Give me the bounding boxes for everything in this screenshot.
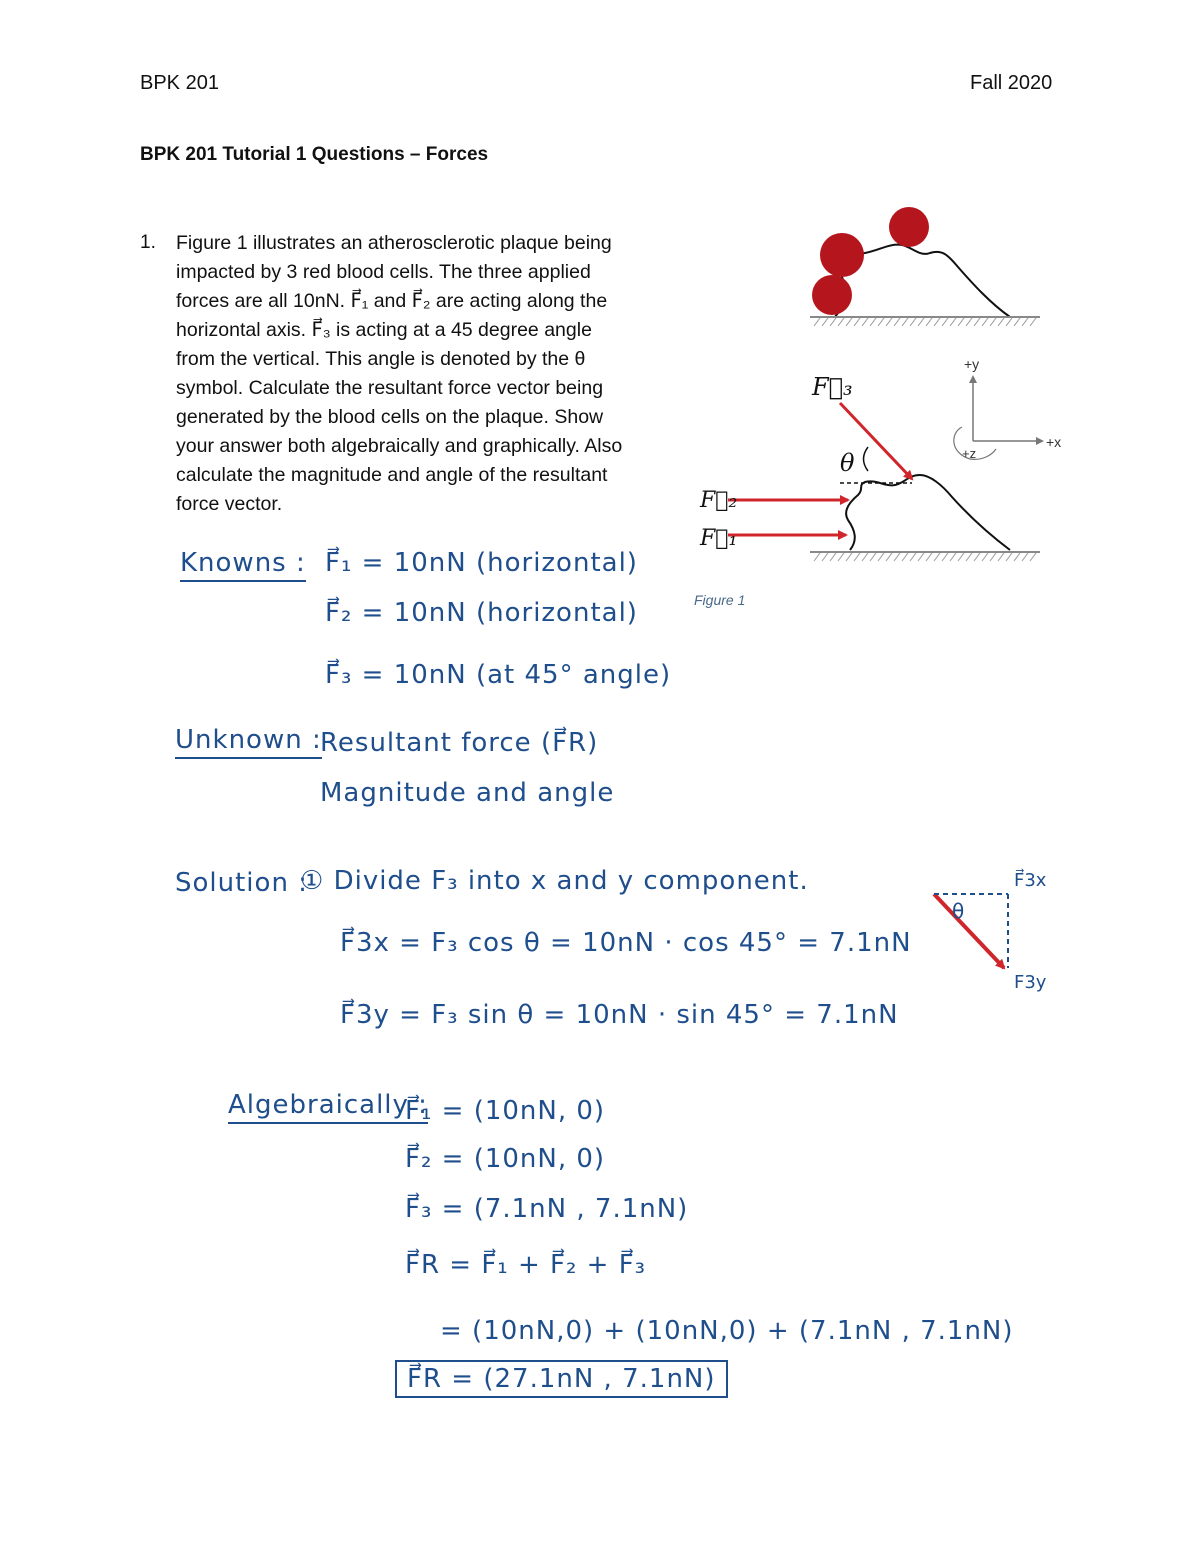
question-line: forces are all 10nN. F⃗₁ and F⃗₂ are acting along the — [176, 290, 608, 312]
red-blood-cell — [820, 233, 864, 277]
red-blood-cell — [812, 275, 852, 315]
f3-label: F⃗₃ — [812, 373, 853, 401]
question-line: Figure 1 illustrates an atherosclerotic plaque being — [176, 232, 612, 254]
alg-f2: F⃗₂ = (10nN, 0) — [405, 1144, 606, 1174]
final-result-box: F⃗R = (27.1nN , 7.1nN) — [395, 1360, 728, 1398]
plaque-top — [810, 207, 1040, 326]
question-line: generated by the blood cells on the plaque. Show — [176, 406, 604, 428]
course-header: BPK 201 — [140, 72, 219, 94]
alg-fr-sum: F⃗R = F⃗₁ + F⃗₂ + F⃗₃ — [405, 1250, 647, 1280]
question-text — [176, 229, 686, 519]
term-header: Fall 2020 — [970, 72, 1053, 94]
plus-y-label: +y — [964, 356, 980, 372]
alg-sum-values: = (10nN,0) + (10nN,0) + (7.1nN , 7.1nN) — [440, 1316, 1014, 1346]
figure-caption: Figure 1 — [694, 592, 746, 608]
sketch-f3x-label: F⃗3x — [1014, 870, 1047, 891]
sketch-theta: θ — [952, 899, 965, 923]
theta-label: θ — [840, 449, 855, 477]
red-blood-cell — [889, 207, 929, 247]
f2-label: F⃗₂ — [700, 488, 738, 513]
f1-label: F⃗₁ — [700, 526, 738, 551]
question-line: from the vertical. This angle is denoted by the θ — [176, 348, 586, 370]
alg-f1: F⃗₁ = (10nN, 0) — [405, 1096, 606, 1126]
plus-x-label: +x — [1046, 434, 1062, 450]
step-1: ① Divide F₃ into x and y component. — [300, 866, 809, 896]
f3-sketch-arrow — [934, 894, 1004, 968]
unknown-resultant: Resultant force (F⃗R) — [320, 728, 599, 758]
theta-arc — [864, 447, 869, 471]
plus-z-label: +z — [962, 446, 977, 461]
question-line: symbol. Calculate the resultant force vector being — [176, 377, 604, 399]
known-f3: F⃗₃ = 10nN (at 45° angle) — [325, 660, 672, 690]
alg-f3: F⃗₃ = (7.1nN , 7.1nN) — [405, 1194, 689, 1224]
figure-1 — [680, 195, 1080, 585]
component-sketch — [920, 850, 1070, 1000]
question-line: force vector. — [176, 493, 283, 515]
question-line: impacted by 3 red blood cells. The three applied — [176, 261, 591, 283]
f3y-equation: F⃗3y = F₃ sin θ = 10nN · sin 45° = 7.1nN — [340, 1000, 899, 1030]
question-number: 1. — [140, 232, 156, 253]
question-line: your answer both algebraically and graphically. Also — [176, 435, 623, 457]
question-line: calculate the magnitude and angle of the resultant — [176, 464, 608, 486]
f3x-equation: F⃗3x = F₃ cos θ = 10nN · cos 45° = 7.1nN — [340, 928, 912, 958]
unknown-label: Unknown : — [175, 725, 322, 759]
plaque-bottom — [728, 403, 1040, 561]
sketch-f3y-label: F3y — [1014, 972, 1047, 993]
algebraically-label: Algebraically : — [228, 1090, 428, 1124]
page-title: BPK 201 Tutorial 1 Questions – Forces — [140, 144, 489, 165]
known-f2: F⃗₂ = 10nN (horizontal) — [325, 598, 638, 628]
known-f1: F⃗₁ = 10nN (horizontal) — [325, 548, 638, 578]
solution-label: Solution : — [175, 868, 308, 898]
unknown-magnitude-angle: Magnitude and angle — [320, 778, 615, 808]
question-line: horizontal axis. F⃗₃ is acting at a 45 degree angle — [176, 319, 592, 341]
knowns-label: Knowns : — [180, 548, 306, 582]
